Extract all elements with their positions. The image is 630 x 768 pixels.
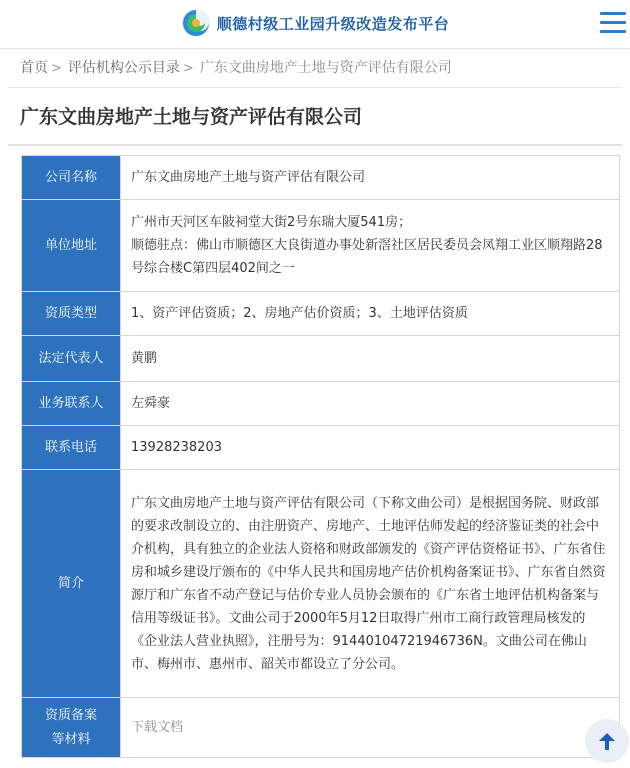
row-label: 资质类型 (22, 292, 121, 336)
page-title: 广东文曲房地产土地与资产评估有限公司 (20, 106, 363, 128)
row-label: 简介 (22, 470, 121, 698)
back-to-top-button[interactable] (585, 719, 629, 763)
breadcrumb-current: 广东文曲房地产土地与资产评估有限公司 (199, 60, 452, 76)
qualification-value: 1、资产评估资质；2、房地产估价资质；3、土地评估资质 (121, 292, 620, 336)
arrow-up-icon (596, 730, 618, 752)
address-value (121, 200, 620, 292)
table-row (22, 200, 620, 292)
download-cell (121, 698, 620, 758)
legal-rep-value: 黄鹏 (121, 336, 620, 382)
row-label: 法定代表人 (22, 336, 121, 382)
address-line: 广州市天河区车陂祠堂大街2号东瑞大厦541房； (131, 215, 412, 230)
breadcrumb-section[interactable]: 评估机构公示目录 (67, 60, 180, 76)
intro-value: 广东文曲房地产土地与资产评估有限公司（下称文曲公司）是根据国务院、财政部的要求改制设立的、由注册资产、房地产、土地评估师发起的经济鉴证类的社会中介机构，具有独立的企业法人资格和财政部颁发的《资产评估资格证书》、广东省住房和城乡建设厅颁布的《中华人民共和国房地产估价机构备案证书》、广东省自然资源厅和广东省不动产登记与估价专业人员协会颁布的《广东省土地评估机构备案与信用等级证书》。文曲公司于2000年5月12日取得广州市工商行政管理局核发的《企业法人营业执照》，注册号为：91440104721946736N。文曲公司在佛山市、梅州市、惠州市、韶关市都设立了分公司。 (121, 470, 620, 698)
row-label (22, 698, 121, 758)
label-line: 等材料 (51, 731, 91, 747)
label-line: 资质备案 (44, 707, 97, 723)
phone-value: 13928238203 (121, 426, 620, 470)
breadcrumb-home[interactable]: 首页 (20, 60, 48, 76)
chevron-right-icon: > (182, 61, 194, 76)
table-row (22, 156, 620, 200)
table-row (22, 470, 620, 698)
company-info-table (21, 155, 620, 758)
table-row (22, 292, 620, 336)
row-label: 业务联系人 (22, 382, 121, 426)
site-header (0, 0, 630, 49)
swirl-logo-icon (181, 8, 211, 38)
company-name-value: 广东文曲房地产土地与资产评估有限公司 (121, 156, 620, 200)
row-label: 单位地址 (22, 200, 121, 292)
title-underline (8, 144, 622, 146)
table-row (22, 698, 620, 758)
table-row (22, 382, 620, 426)
download-document-link[interactable]: 下载文档 (131, 720, 184, 735)
chevron-right-icon: > (51, 61, 62, 76)
table-row (22, 426, 620, 470)
row-label: 联系电话 (22, 426, 121, 470)
site-title: 顺德村级工业园升级改造发布平台 (216, 14, 450, 33)
breadcrumb (0, 49, 630, 87)
row-label: 公司名称 (22, 156, 121, 200)
table-row (22, 336, 620, 382)
hamburger-menu-icon[interactable] (600, 12, 626, 34)
brand[interactable] (0, 8, 630, 40)
address-line: 顺德驻点：佛山市顺德区大良街道办事处新滘社区居民委员会凤翔工业区顺翔路28号综合楼C第四层402间之一 (131, 238, 603, 276)
contact-person-value: 左舜豪 (121, 382, 620, 426)
